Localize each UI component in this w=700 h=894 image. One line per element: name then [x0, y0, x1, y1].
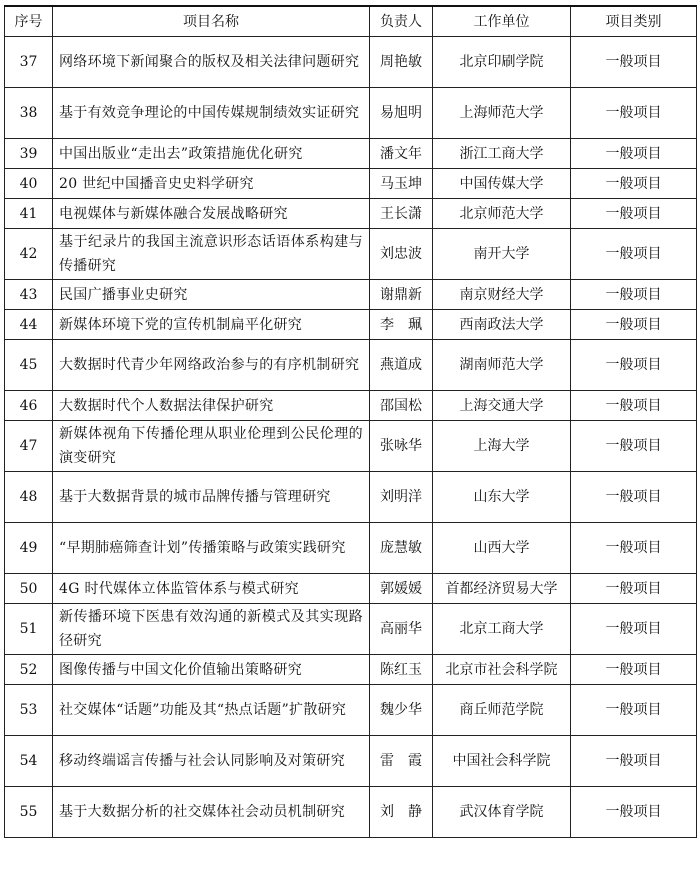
- row-no: 47: [5, 421, 53, 472]
- row-category: 一般项目: [571, 472, 697, 523]
- row-title: 基于大数据分析的社交媒体社会动员机制研究: [53, 787, 370, 838]
- row-leader: 刘忠波: [370, 229, 433, 280]
- table-row: [5, 391, 697, 421]
- table-row: [5, 280, 697, 310]
- row-category: 一般项目: [571, 340, 697, 391]
- table-row: [5, 340, 697, 391]
- row-leader: 邵国松: [370, 391, 433, 421]
- row-category: 一般项目: [571, 37, 697, 88]
- row-unit: 山西大学: [433, 523, 571, 574]
- table-row: [5, 685, 697, 736]
- row-title: 新媒体视角下传播伦理从职业伦理到公民伦理的演变研究: [53, 421, 370, 472]
- row-title: 网络环境下新闻聚合的版权及相关法律问题研究: [53, 37, 370, 88]
- row-no: 44: [5, 310, 53, 340]
- row-unit: 北京工商大学: [433, 604, 571, 655]
- row-unit: 上海师范大学: [433, 88, 571, 139]
- row-unit: 中国社会科学院: [433, 736, 571, 787]
- row-no: 48: [5, 472, 53, 523]
- row-title: 基于大数据背景的城市品牌传播与管理研究: [53, 472, 370, 523]
- row-no: 38: [5, 88, 53, 139]
- row-unit: 西南政法大学: [433, 310, 571, 340]
- row-title: 4G 时代媒体立体监管体系与模式研究: [53, 574, 370, 604]
- row-category: 一般项目: [571, 391, 697, 421]
- table-row: [5, 229, 697, 280]
- row-no: 49: [5, 523, 53, 574]
- row-category: 一般项目: [571, 199, 697, 229]
- row-leader: 雷 霞: [370, 736, 433, 787]
- row-unit: 南开大学: [433, 229, 571, 280]
- row-category: 一般项目: [571, 604, 697, 655]
- row-category: 一般项目: [571, 88, 697, 139]
- table-row: [5, 139, 697, 169]
- row-leader: 刘 静: [370, 787, 433, 838]
- row-unit: 上海交通大学: [433, 391, 571, 421]
- row-category: 一般项目: [571, 574, 697, 604]
- table-row: [5, 169, 697, 199]
- row-title: 电视媒体与新媒体融合发展战略研究: [53, 199, 370, 229]
- row-unit: 南京财经大学: [433, 280, 571, 310]
- row-category: 一般项目: [571, 139, 697, 169]
- row-category: 一般项目: [571, 685, 697, 736]
- header-category: 项目类别: [571, 6, 697, 37]
- row-unit: 中国传媒大学: [433, 169, 571, 199]
- row-unit: 北京师范大学: [433, 199, 571, 229]
- row-leader: 李 珮: [370, 310, 433, 340]
- row-leader: 魏少华: [370, 685, 433, 736]
- row-unit: 山东大学: [433, 472, 571, 523]
- row-category: 一般项目: [571, 280, 697, 310]
- row-title: 中国出版业“走出去”政策措施优化研究: [53, 139, 370, 169]
- row-title: 新传播环境下医患有效沟通的新模式及其实现路径研究: [53, 604, 370, 655]
- row-unit: 武汉体育学院: [433, 787, 571, 838]
- row-unit: 商丘师范学院: [433, 685, 571, 736]
- row-category: 一般项目: [571, 229, 697, 280]
- row-no: 45: [5, 340, 53, 391]
- header-title: 项目名称: [53, 6, 370, 37]
- row-no: 50: [5, 574, 53, 604]
- row-title: 基于有效竞争理论的中国传媒规制绩效实证研究: [53, 88, 370, 139]
- row-title: 大数据时代青少年网络政治参与的有序机制研究: [53, 340, 370, 391]
- row-leader: 王长潇: [370, 199, 433, 229]
- row-no: 53: [5, 685, 53, 736]
- header-no: 序号: [5, 6, 53, 37]
- row-leader: 张咏华: [370, 421, 433, 472]
- header-leader: 负责人: [370, 6, 433, 37]
- row-leader: 刘明洋: [370, 472, 433, 523]
- row-title: “早期肺癌筛查计划”传播策略与政策实践研究: [53, 523, 370, 574]
- row-title: 新媒体环境下党的宣传机制扁平化研究: [53, 310, 370, 340]
- table-header-row: [5, 6, 697, 37]
- table-row: [5, 787, 697, 838]
- row-unit: 上海大学: [433, 421, 571, 472]
- row-title: 基于纪录片的我国主流意识形态话语体系构建与传播研究: [53, 229, 370, 280]
- row-title: 移动终端谣言传播与社会认同影响及对策研究: [53, 736, 370, 787]
- row-no: 43: [5, 280, 53, 310]
- row-leader: 易旭明: [370, 88, 433, 139]
- row-no: 37: [5, 37, 53, 88]
- table-row: [5, 523, 697, 574]
- row-no: 40: [5, 169, 53, 199]
- row-unit: 首都经济贸易大学: [433, 574, 571, 604]
- row-title: 20 世纪中国播音史史料学研究: [53, 169, 370, 199]
- row-leader: 谢鼎新: [370, 280, 433, 310]
- row-no: 42: [5, 229, 53, 280]
- row-no: 51: [5, 604, 53, 655]
- row-category: 一般项目: [571, 655, 697, 685]
- row-category: 一般项目: [571, 787, 697, 838]
- row-leader: 潘文年: [370, 139, 433, 169]
- row-leader: 燕道成: [370, 340, 433, 391]
- row-unit: 湖南师范大学: [433, 340, 571, 391]
- row-title: 民国广播事业史研究: [53, 280, 370, 310]
- project-table: [4, 5, 697, 838]
- row-no: 52: [5, 655, 53, 685]
- row-category: 一般项目: [571, 169, 697, 199]
- row-unit: 浙江工商大学: [433, 139, 571, 169]
- row-no: 46: [5, 391, 53, 421]
- row-category: 一般项目: [571, 310, 697, 340]
- table-row: [5, 574, 697, 604]
- row-leader: 陈红玉: [370, 655, 433, 685]
- row-category: 一般项目: [571, 421, 697, 472]
- row-leader: 马玉坤: [370, 169, 433, 199]
- row-no: 54: [5, 736, 53, 787]
- row-unit: 北京印刷学院: [433, 37, 571, 88]
- table-row: [5, 472, 697, 523]
- table-row: [5, 310, 697, 340]
- row-category: 一般项目: [571, 523, 697, 574]
- row-leader: 庞慧敏: [370, 523, 433, 574]
- row-no: 39: [5, 139, 53, 169]
- table-row: [5, 37, 697, 88]
- table-row: [5, 604, 697, 655]
- row-category: 一般项目: [571, 736, 697, 787]
- row-leader: 周艳敏: [370, 37, 433, 88]
- table-row: [5, 88, 697, 139]
- row-title: 社交媒体“话题”功能及其“热点话题”扩散研究: [53, 685, 370, 736]
- row-leader: 郭媛媛: [370, 574, 433, 604]
- table-row: [5, 199, 697, 229]
- row-leader: 高丽华: [370, 604, 433, 655]
- table-row: [5, 736, 697, 787]
- row-title: 图像传播与中国文化价值输出策略研究: [53, 655, 370, 685]
- row-no: 55: [5, 787, 53, 838]
- row-no: 41: [5, 199, 53, 229]
- header-unit: 工作单位: [433, 6, 571, 37]
- row-unit: 北京市社会科学院: [433, 655, 571, 685]
- table-row: [5, 421, 697, 472]
- row-title: 大数据时代个人数据法律保护研究: [53, 391, 370, 421]
- table-row: [5, 655, 697, 685]
